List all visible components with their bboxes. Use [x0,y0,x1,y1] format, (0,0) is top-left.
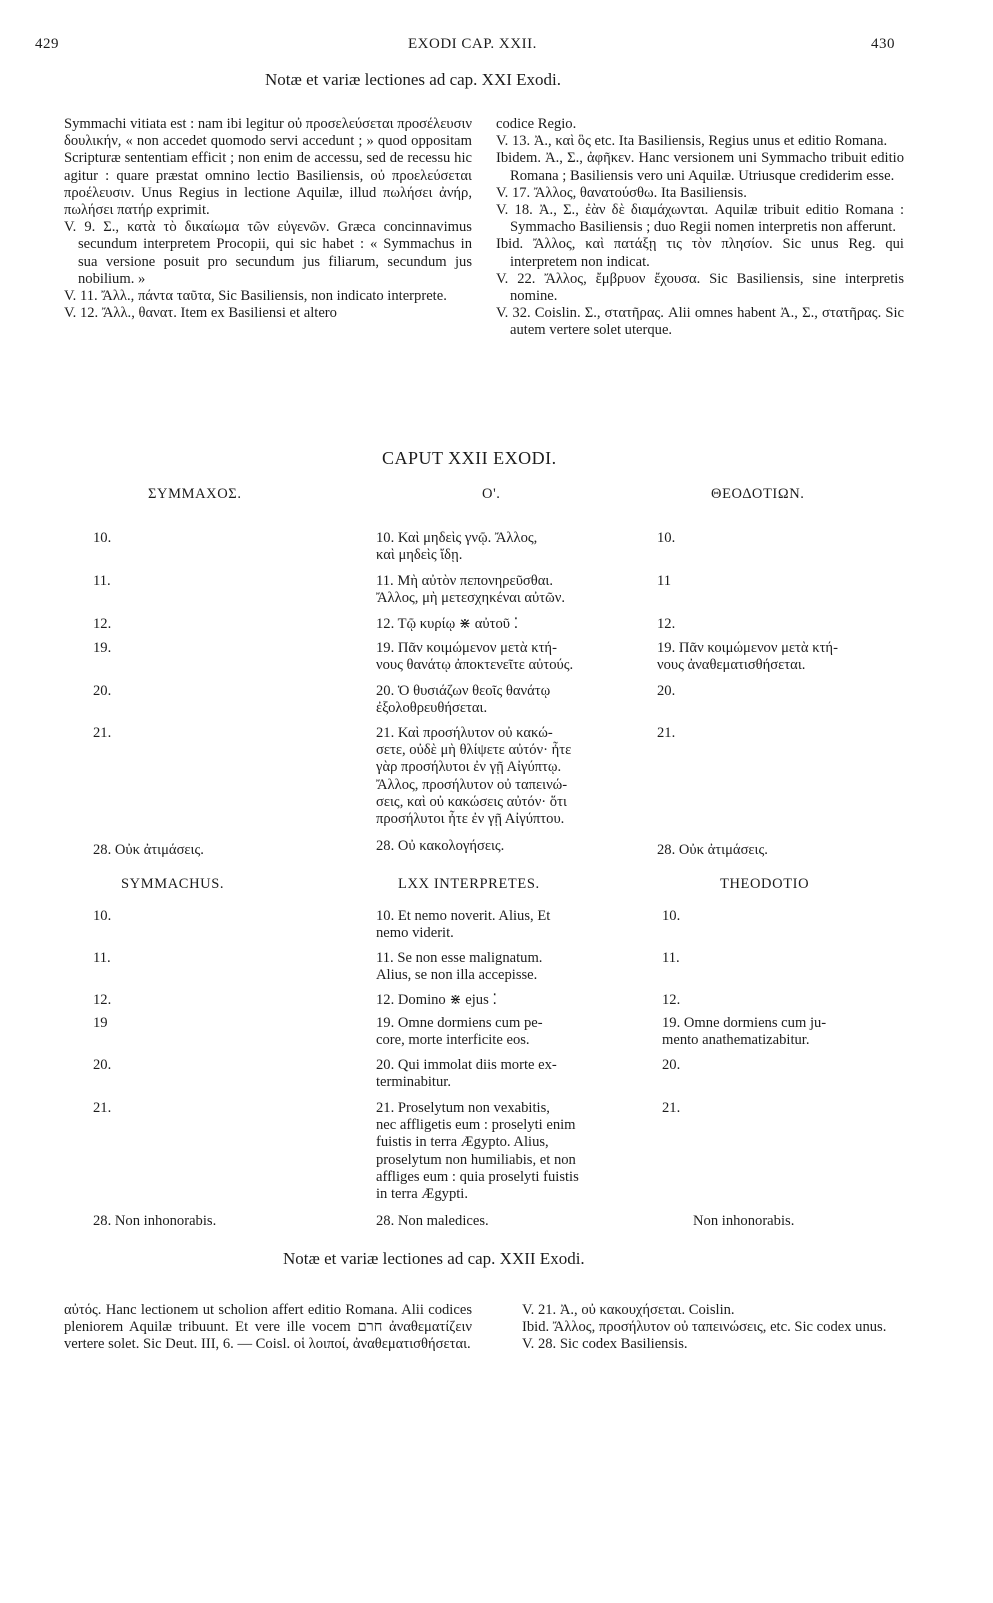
note-paragraph: V. 13. Ἀ., καὶ ὃς etc. Ita Basiliensis, Regius unus et editio Romana. [496,133,888,150]
greek-lxx-verse: 20. Ὁ θυσιάζων θεοῖς θανάτῳ ἐξολοθρευθήσεται. [376,683,551,717]
latin-symmachus-verse: 20. [93,1057,112,1073]
note-paragraph: V. 9. Σ., κατὰ τὸ δικαίωμα τῶν εὐγενῶν. Græca concinnavimus secundum interpretem Procopii, qui sic habet : « Symmachus in sua versione posuit pro secundum jus filiarum, secundum jus nobilium. » [64,219,472,287]
note-paragraph: V. 28. Sic codex Basiliensis. [522,1336,688,1353]
note-paragraph: V. 12. Ἄλλ., θανατ. Item ex Basiliensi et altero [64,305,337,322]
running-title: EXODI CAP. XXII. [408,36,537,52]
chapter-title: CAPUT XXII EXODI. [382,448,557,468]
greek-header-lxx: Ο'. [482,486,501,502]
latin-symmachus-verse: 28. Non inhonorabis. [93,1213,217,1229]
greek-theodotion-verse: 11 [657,573,672,589]
latin-theodotion-verse: 10. [662,908,681,924]
note-paragraph: V. 22. Ἄλλος, ἔμβρυον ἔχουσα. Sic Basiliensis, sine interpretis nomine. [496,270,904,305]
note-paragraph: V. 17. Ἄλλος, θανατούσθω. Ita Basiliensis. [496,184,747,201]
note-paragraph: V. 11. Ἄλλ., πάντα ταῦτα, Sic Basiliensis, non indicato interprete. [64,288,447,305]
note-paragraph: αὐτός. Hanc lectionem ut scholion affert editio Romana. Alii codices pleniorem Aquilæ tribuunt. Et vere ille vocem חרם ἀναθεματίζειν vertere solet. Sic Deut. III, 6. — Coisl. οἱ λοιποί, ἀναθεματισθήσεται. [64,1302,473,1353]
latin-header-symmachus: SYMMACHUS. [121,876,225,892]
greek-theodotion-verse: 20. [657,683,676,699]
page-number-left: 429 [35,36,59,52]
greek-header-theodotion: ΘΕΟΔΟΤΙΩΝ. [711,486,805,502]
note-paragraph: Ibidem. Ἀ., Σ., ἀφῆκεν. Hanc versionem uni Symmacho tribuit editio Romana ; Basiliensis vero uni Aquilæ. Utriusque crediderim esse. [496,150,904,184]
latin-lxx-verse: 19. Omne dormiens cum pe- core, morte interficite eos. [376,1015,543,1049]
greek-lxx-verse: 10. Καὶ μηδεὶς γνῷ. Ἄλλος, καὶ μηδεὶς ἴδῃ. [376,530,538,564]
latin-symmachus-verse: 12. [93,992,112,1008]
note-paragraph: V. 32. Coislin. Σ., στατῆρας. Alii omnes habent Ἀ., Σ., στατῆρας. Sic autem vertere solet uterque. [496,305,904,339]
latin-theodotion-verse: 12. [662,992,681,1008]
latin-theodotion-verse: 19. Omne dormiens cum ju- mento anathematizabitur. [662,1015,827,1049]
page-number-right: 430 [871,36,895,52]
greek-symmachus-verse: 28. Οὐκ ἀτιμάσεις. [93,842,204,858]
notes-xxi-right-column [496,116,904,340]
greek-lxx-verse: 12. Τῷ κυρίῳ ⋇ αὐτοῦ ⁚ [376,616,519,632]
latin-symmachus-verse: 11. [93,950,111,966]
note-paragraph: codice Regio. [496,116,577,132]
latin-symmachus-verse: 21. [93,1100,112,1116]
greek-symmachus-verse: 10. [93,530,112,546]
notes-xxii-right-column [522,1302,912,1354]
greek-lxx-verse: 11. Μὴ αὐτὸν πεπονηρεῦσθαι. Ἄλλος, μὴ μετεσχηκέναι αὐτῶν. [376,573,565,607]
latin-lxx-verse: 20. Qui immolat diis morte ex- terminabitur. [376,1057,557,1091]
latin-symmachus-verse: 10. [93,908,112,924]
greek-theodotion-verse: 21. [657,725,676,741]
latin-symmachus-verse: 19 [93,1015,108,1031]
notes-xxi-title: Notæ et variæ lectiones ad cap. XXI Exodi. [265,70,562,89]
latin-lxx-verse: 21. Proselytum non vexabitis, nec affligetis eum : proselyti enim fuistis in terra Ægypto. Alius, proselytum non humiliabis, et non affliges eum : quia proselyti fuistis in terra Ægypti. [376,1100,579,1203]
greek-theodotion-verse: 19. Πᾶν κοιμώμενον μετὰ κτή- νους ἀναθεματισθήσεται. [657,640,838,674]
note-paragraph: V. 18. Ἀ., Σ., ἐὰν δὲ διαμάχωνται. Aquilæ tribuit editio Romana : Symmacho Basiliensis ; duo Regii nomen interpretis non afferunt. [496,202,904,236]
latin-lxx-verse: 28. Non maledices. [376,1213,489,1229]
latin-theodotion-verse: 20. [662,1057,681,1073]
greek-theodotion-verse: 10. [657,530,676,546]
greek-symmachus-verse: 19. [93,640,112,656]
note-paragraph: Ibid. Ἄλλος, καὶ πατάξῃ τις τὸν πλησίον. Sic unus Reg. qui interpretem non indicat. [496,236,904,270]
greek-symmachus-verse: 20. [93,683,112,699]
greek-symmachus-verse: 11. [93,573,111,589]
note-paragraph: V. 21. Ἀ., οὐ κακουχήσεται. Coislin. [522,1302,735,1318]
greek-symmachus-verse: 12. [93,616,112,632]
latin-header-lxx: LXX INTERPRETES. [398,876,540,892]
note-paragraph: Ibid. Ἄλλος, προσήλυτον οὐ ταπεινώσεις, etc. Sic codex unus. [522,1319,887,1336]
latin-header-theodotion: THEODOTIO [720,876,810,892]
greek-header-symmachus: ΣΥΜΜΑΧΟΣ. [148,486,242,502]
latin-theodotion-verse: 21. [662,1100,681,1116]
note-paragraph: Symmachi vitiata est : nam ibi legitur οὐ προσελεύσεται προσέλευσιν δουλικήν, « non accedet quomodo servi accedunt ; » quod oppositam Scripturæ sententiam efficit ; non enim de accessu, sed de recessu hic agitur : quare præstat omnino lectio Basiliensis, οὐ προελεύσεται προέλευσιν. Unus Regius in lectione Aquilæ, illud πωλήσει ἀνήρ, πωλήσει πατήρ exprimit. [64,116,472,219]
greek-lxx-verse: 28. Οὐ κακολογήσεις. [376,838,505,854]
latin-theodotion-verse: Non inhonorabis. [693,1213,795,1229]
notes-xxii-left-column [64,1302,472,1354]
notes-xxi-left-column [64,116,472,322]
greek-theodotion-verse: 12. [657,616,676,632]
greek-theodotion-verse: 28. Οὐκ ἀτιμάσεις. [657,842,768,858]
latin-theodotion-verse: 11. [662,950,680,966]
notes-xxii-title: Notæ et variæ lectiones ad cap. XXII Exodi. [283,1249,585,1268]
greek-lxx-verse: 21. Καὶ προσήλυτον οὐ κακώ- σετε, οὐδὲ μὴ θλίψετε αὐτόν· ἦτε γὰρ προσήλυτοι ἐν γῇ Αἰγύπτῳ. Ἄλλος, προσήλυτον οὐ ταπεινώ- σεις, καὶ οὐ κακώσεις αὐτόν· ὅτι προσήλυτοι ἦτε ἐν γῇ Αἰγύπτου. [376,725,572,828]
latin-lxx-verse: 11. Se non esse malignatum. Alius, se non illa accepisse. [376,950,543,984]
greek-symmachus-verse: 21. [93,725,112,741]
latin-lxx-verse: 12. Domino ⋇ ejus ⁚ [376,992,498,1008]
greek-lxx-verse: 19. Πᾶν κοιμώμενον μετὰ κτή- νους θανάτῳ ἀποκτενεῖτε αὐτούς. [376,640,574,674]
latin-lxx-verse: 10. Et nemo noverit. Alius, Et nemo viderit. [376,908,551,942]
